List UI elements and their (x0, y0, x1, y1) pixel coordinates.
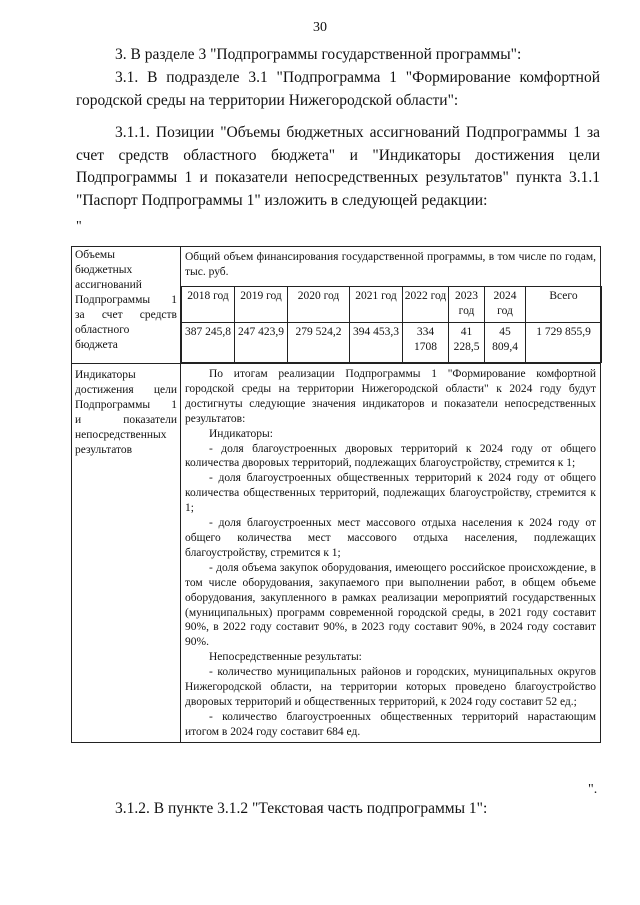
indicators-label-word: Подпрограммы (75, 399, 151, 411)
year-cell: 2024 год (485, 287, 526, 323)
passport-table (71, 246, 601, 743)
amounts-row (182, 323, 602, 363)
funding-years-table (181, 286, 602, 363)
budget-label-line (75, 308, 177, 323)
indicators-label-word: 1 (171, 399, 177, 411)
budget-label-word: счет (101, 309, 123, 321)
paragraph-3: 3. В разделе 3 "Подпрограммы государственной программы": (115, 46, 522, 63)
funding-cell (181, 247, 601, 364)
indicators-label-word: достижения (75, 384, 134, 396)
indicators-label-word: цели (153, 384, 177, 396)
budget-label-line: областного (75, 324, 130, 336)
paragraph-3-1: 3.1. В подразделе 3.1 "Подпрограмма 1 "Формирование комфортной городской среды на территории Нижегородской области": (76, 69, 600, 109)
page-number: 30 (313, 20, 327, 35)
year-cell: 2021 год (350, 287, 403, 323)
indicators-paragraph: - количество благоустроенных общественных территорий нарастающим итогом в 2024 году составит 684 ед. (185, 710, 596, 738)
indicators-paragraph: - количество муниципальных районов и городских, муниципальных округов Нижегородской области, на территории которых проведено благоустройство дворовых территорий и общественных территорий, к 2024 году составит 52 ед.; (185, 666, 596, 708)
indicators-label-line (75, 413, 177, 428)
indicators-paragraph: Индикаторы: (209, 427, 273, 440)
amount-cell: 41 228,5 (449, 323, 485, 363)
indicators-label-word: и (75, 414, 82, 426)
indicators-label-cell (72, 364, 181, 743)
amount-cell: 45 809,4 (485, 323, 526, 363)
indicators-paragraph: - доля благоустроенных мест массового отдыха населения к 2024 году от общего количества мест массового отдыха населения, подлежащих благоустройству, стремится к 1; (185, 517, 596, 559)
budget-label-line: ассигнований (75, 279, 142, 291)
budget-label-word: за (75, 309, 85, 321)
funding-header: Общий объем финансирования государственной программы, в том числе по годам, тыс. руб. (185, 251, 596, 278)
indicators-label-line: Индикаторы (75, 369, 136, 381)
indicators-label-line (75, 398, 177, 413)
indicators-paragraph: По итогам реализации Подпрограммы 1 "Формирование комфортной городской среды на территории Нижегородской области" к 2024 году будут достигнуты следующие значения индикаторов и показатели непосредственных результатов: (185, 368, 596, 425)
paragraph-3-1-1: 3.1.1. Позиции "Объемы бюджетных ассигнований Подпрограммы 1 за счет средств областного бюджета" и "Индикаторы достижения цели Подпрограммы 1 и показатели непосредственных результатов" пункта 3.1.1 "Паспорт Подпрограммы 1" изложить в следующей редакции: (76, 124, 600, 209)
closing-quote: ". (588, 782, 598, 797)
years-row (182, 287, 602, 323)
budget-row (72, 247, 601, 364)
amount-cell: 334 1708 (403, 323, 449, 363)
indicators-paragraph: Непосредственные результаты: (209, 651, 362, 664)
budget-label-word: 1 (171, 294, 177, 306)
budget-label-word: средств (139, 309, 177, 321)
budget-label-line: Объемы (75, 249, 115, 261)
amount-cell: 387 245,8 (182, 323, 235, 363)
budget-label-cell (72, 247, 181, 364)
budget-label-word: Подпрограммы (75, 294, 151, 306)
indicators-label-line: результатов (75, 444, 133, 456)
indicators-row (72, 364, 601, 743)
indicators-label-word: показатели (123, 414, 177, 426)
year-cell: 2020 год (288, 287, 350, 323)
budget-label-line: бюджета (75, 339, 118, 351)
budget-label-line (75, 293, 177, 308)
year-cell: 2019 год (235, 287, 288, 323)
budget-label-line: бюджетных (75, 264, 133, 276)
paragraph-3-1-2: 3.1.2. В пункте 3.1.2 "Текстовая часть подпрограммы 1": (115, 800, 488, 817)
total-amount-cell: 1 729 855,9 (526, 323, 602, 363)
amount-cell: 394 453,3 (350, 323, 403, 363)
year-cell: 2022 год (403, 287, 449, 323)
indicators-paragraph: - доля благоустроенных общественных территорий к 2024 году от общего количества общественных территорий, подлежащих благоустройству, стремится к 1; (185, 472, 596, 515)
amount-cell: 279 524,2 (288, 323, 350, 363)
indicators-paragraph: - доля благоустроенных дворовых территорий к 2024 году от общего количества дворовых территорий, подлежащих благоустройству, стремится к 1; (185, 442, 596, 470)
total-header-cell: Всего (526, 287, 602, 323)
indicators-label-line: непосредственных (75, 429, 167, 441)
indicators-label-line (75, 383, 177, 398)
opening-quote: " (76, 219, 82, 234)
year-cell: 2023 год (449, 287, 485, 323)
indicators-text-cell (181, 364, 601, 743)
amount-cell: 247 423,9 (235, 323, 288, 363)
year-cell: 2018 год (182, 287, 235, 323)
indicators-paragraph: - доля объема закупок оборудования, имеющего российское происхождение, в том числе оборудования, закупаемого при выполнении работ, в общем объеме оборудования, закупленного в рамках реализации мероприятий государственных (муниципальных) программ современной городской среды, в 2021 году составит 90%, в 2022 году составит 90%, в 2023 году составит 90%, в 2024 году составит 90%. (185, 561, 596, 649)
